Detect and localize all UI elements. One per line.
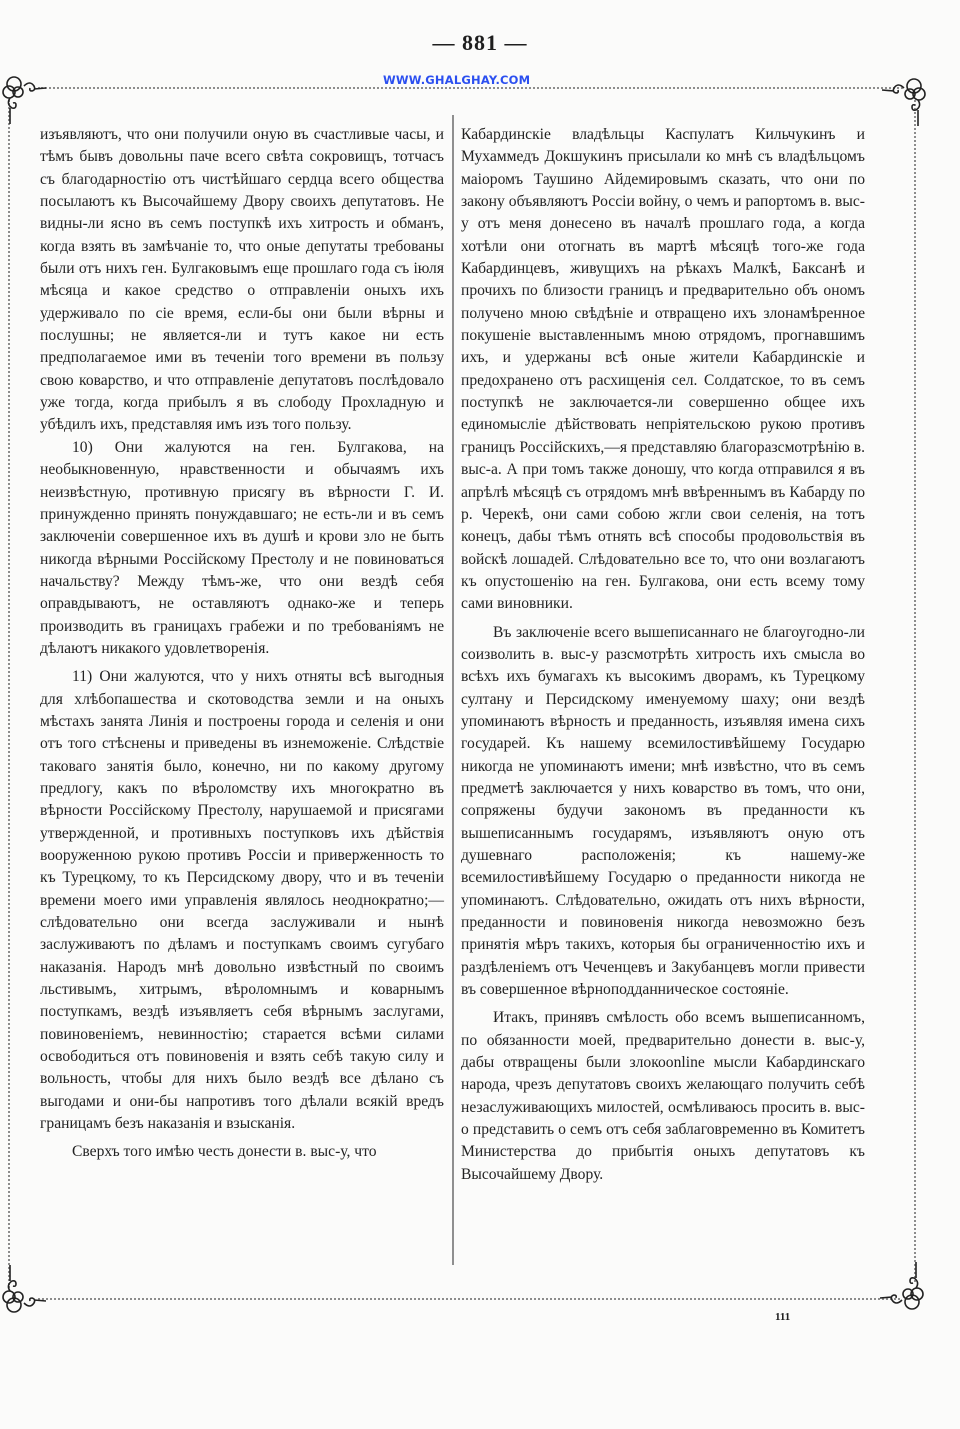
corner-ornament-bottom-left-icon <box>0 1265 46 1321</box>
paragraph: Сверхъ того имѣю честь донести в. выс-у, что <box>72 1143 377 1161</box>
corner-ornament-bottom-right-icon <box>880 1262 926 1318</box>
frame-bottom-border <box>38 1298 900 1300</box>
paragraph: Кабардинскіе владѣльцы Каспулатъ Кильчукинъ и Мухаммедъ Докшукинъ присылали ко мнѣ съ владѣльцомъ маіоромъ Таушино Айдемировымъ сказать, что они по закону объявляютъ Россіи войну, о чемъ и рапортомъ в. выс-у отъ меня донесено въ началѣ прошлаго года, а когда хотѣли они отогнать въ мартѣ мѣсяцѣ того-же года Кабардинцевъ, живущихъ на рѣкахъ Малкѣ, Баксанѣ и прочихъ по близости границъ и предварительно объ ономъ получено мною свѣдѣніе и отвращено ихъ злонамѣренное покушеніе выставленнымъ мною отрядомъ, прогнавшимъ ихъ, и удержаны всѣ оные жители Кабардинскіе и предохранено отъ расхищенія сел. Солдатское, то въ семъ поступкѣ не заключается-ли совершенно общее ихъ единомысліе дѣйствовать непріятельскою рукою противъ границъ Россійскихъ,—я представляю благоразсмотрѣнію в. выс-а. А при томъ также доношу, что когда отправился я въ апрѣлѣ мѣсяцѣ съ отрядомъ мнѣ ввѣреннымъ въ Кабарду по р. Черекѣ, они сами собою жгли свои селенія, на тотъ конецъ, дабы тѣмъ отнять всѣ способы продовольствія въ войскѣ лошадей. Слѣдовательно все то, что они возлагаютъ къ опустошенію на ген. Булгакова, они есть всему тому сами виновники. <box>461 126 865 613</box>
right-column <box>461 124 865 1186</box>
paragraph: Въ заключеніе всего вышеписаннаго не благоугодно-ли соизволить в. выс-у разсмотрѣть хитрость ихъ смысла во всѣхъ ихъ бумагахъ къ высокимъ дворамъ, къ Турецкому султану и Персидскому именуемому шаху; они вездѣ упоминаютъ вѣрность и преданность, изъявляя имена сихъ государей. Къ нашему всемилостивѣйшему Государю никогда не упоминаютъ имени; мнѣ извѣстно, что въ семъ предметѣ заключается у нихъ коварство въ томъ, что они, сопряжены будучи закономъ въ преданности къ вышеписаннымъ государямъ, изъявляютъ оную отъ душевнаго расположенія; къ нашему-же всемилостивѣйшему Государю о преданности никогда не упоминаютъ. Слѣдовательно, ожидать отъ нихъ вѣрности, преданности и повиновенія никогда невозможно безъ принятія мѣръ такихъ, которыя бы ограниченностію ихъ и раздѣленіемъ отъ Чеченцевъ и Закубанцевъ могли привести въ совершенное вѣрноподданническое состояніе. <box>461 623 865 999</box>
column-divider <box>452 115 454 1265</box>
paragraph: 11) Они жалуются, что у нихъ отняты всѣ выгодныя для хлѣбопашества и скотоводства земли и на оныхъ мѣстахъ занята Линія и построены города и селенія и они отъ того стѣснены и приведены въ изнеможеніе. Слѣдствіе таковаго занятія было, конечно, ни по какому другому предлогу, какъ по вѣроломству ихъ многократно въ вѣрности Россійскому Престолу, нарушаемой и присягами утвержденной, и противныхъ поступковъ ихъ дѣйствія вооруженною рукою противъ Россіи и приверженность то къ Турецкому, то къ Персидскому двору, что и въ теченіи времени моего ими управленія являлось неоднократно;—слѣдовательно они всегда заслуживали и нынѣ заслуживаютъ по дѣламъ и поступкамъ своимъ сугубаго наказанія. Народъ мнѣ довольно извѣстный по своимъ льстивымъ, хитрымъ, вѣроломнымъ и коварнымъ поступкамъ, вездѣ изъявляетъ себя вѣрнымъ заслугами, повиновеніемъ, невинностію; старается всѣми силами освободиться отъ повиновенія и взять себѣ такую силу и вольность, чтобы для нихъ было вездѣ все дѣлано съ выгодами и они-бы напротивъ того дѣлали всякій вредъ границамъ безъ наказанія и взысканія. <box>40 668 444 1133</box>
paragraph: 10) Они жалуются на ген. Булгакова, на необыкновенную, нравственности и обычаямъ ихъ неизвѣстную, противную присягу въ вѣрности Г. И. принужденно принять понуждавшаго; не есть-ли и въ семъ заключеніи совершенное ихъ въ душѣ и крови зло не быть никогда вѣрными Россійскому Престолу и не повиноваться начальству? Между тѣмъ-же, что они вездѣ себя оправдываютъ, не оставляютъ однако-же и теперь производить въ границахъ грабежи и по требованіямъ не дѣлаютъ никакого удовлетворенія. <box>40 438 444 657</box>
watermark: WWW.GHALGHAY.COM <box>383 73 531 87</box>
frame-left-border <box>8 100 10 1288</box>
frame-right-border <box>914 100 916 1282</box>
frame-top-border <box>38 87 903 89</box>
paragraph: изъявляютъ, что они получили оную въ счастливые часы, и тѣмъ бывъ довольны паче всего свѣта сокровищъ, тотчасъ съ благодарностію отъ чистѣйшаго сердца всего общества посылаютъ къ Высочайшему Двору своихъ депутатовъ. Не видны-ли ясно въ семъ поступкѣ ихъ хитрость и обманъ, когда взять въ замѣчаніе то, что оные депутаты требованы были отъ нихъ ген. Булгаковымъ еще прошлаго года съ іюля мѣсяца и какое средство о отправленіи оныхъ ихъ удерживало по сіе время, если-бы они были вѣрны и послушны; не является-ли и тутъ какое ни есть предполагаемое ими въ теченіи того времени въ пользу свою коварство, и что отправленіе депутатовъ послѣдовало уже тогда, когда прибылъ я въ слободу Прохладную и убѣдилъ ихъ, представляя имъ изъ того пользу. <box>40 126 444 434</box>
signature-number: 111 <box>775 1311 791 1323</box>
corner-ornament-top-right-icon <box>882 70 928 126</box>
corner-ornament-top-left-icon <box>0 68 46 124</box>
page-number: — 881 — <box>432 30 528 55</box>
left-column <box>40 124 444 1164</box>
paragraph: Итакъ, принявъ смѣлость обо всемъ вышеписанномъ, по обязанности моей, предварительно донести в. выс-у, дабы отвращены были злокоonline мысли Кабардинскаго народа, чрезъ депутатовъ своихъ желающаго получить себѣ незаслуживающихъ милостей, осмѣливаюсь просить в. выс-о представить о семъ отъ себя заблаговременно въ Комитетъ Министерства до прибытія оныхъ депутатовъ къ Высочайшему Двору. <box>461 1009 865 1183</box>
